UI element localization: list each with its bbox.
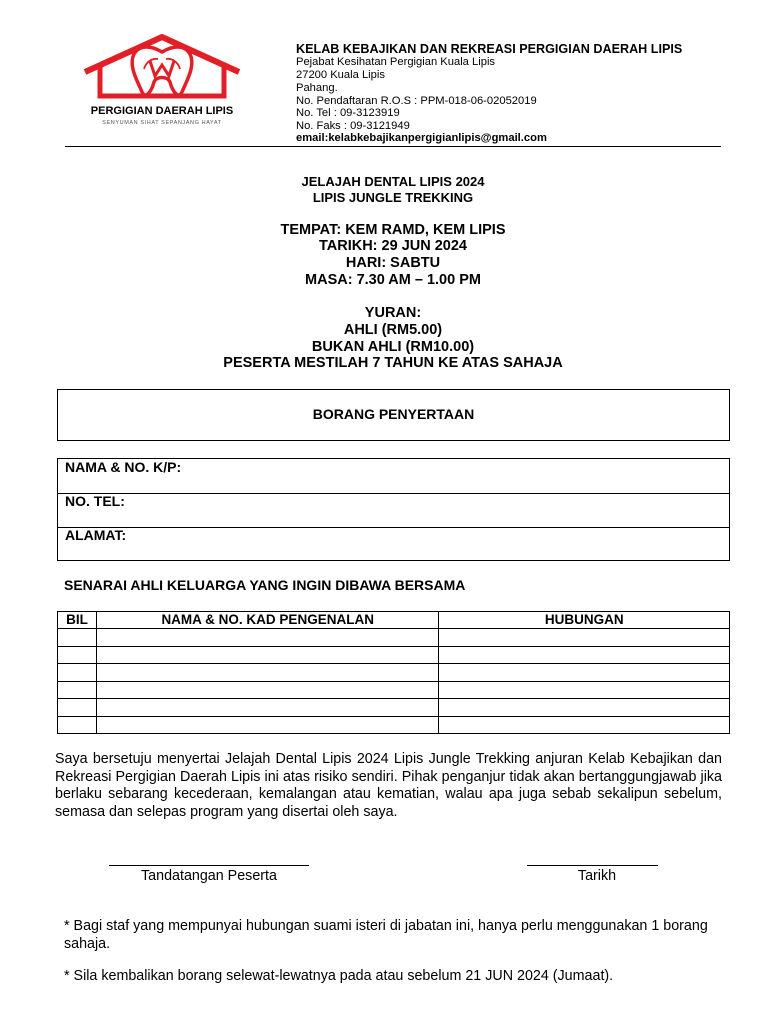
table-cell[interactable] xyxy=(439,699,730,717)
header-divider xyxy=(65,146,721,147)
fee-non-member: BUKAN AHLI (RM10.00) xyxy=(311,339,475,355)
table-row xyxy=(58,629,730,647)
form-title: BORANG PENYERTAAN xyxy=(312,406,475,422)
table-cell[interactable] xyxy=(96,629,438,647)
table-cell[interactable] xyxy=(439,681,730,699)
family-list-heading: SENARAI AHLI KELUARGA YANG INGIN DIBAWA BERSAMA xyxy=(64,577,466,593)
name-ic-row[interactable] xyxy=(58,459,729,493)
address-row[interactable] xyxy=(58,527,729,561)
family-table-header xyxy=(58,612,730,629)
participant-signature-label: Tandatangan Peserta xyxy=(141,868,277,884)
table-row xyxy=(58,716,730,734)
table-row xyxy=(58,699,730,717)
phone-label: NO. TEL: xyxy=(65,493,125,509)
table-cell[interactable] xyxy=(58,699,97,717)
table-cell[interactable] xyxy=(58,664,97,682)
registration-number: No. Pendaftaran R.O.S : PPM-018-06-02052019 xyxy=(296,95,537,107)
participant-info-table xyxy=(57,458,730,561)
table-cell[interactable] xyxy=(96,646,438,664)
table-cell[interactable] xyxy=(58,681,97,699)
email-address: email:kelabkebajikanpergigianlipis@gmail.com xyxy=(296,132,547,144)
event-subtitle: LIPIS JUNGLE TREKKING xyxy=(312,190,474,205)
address-line-1: Pejabat Kesihatan Pergigian Kuala Lipis xyxy=(296,56,496,68)
fax-number: No. Faks : 09-3121949 xyxy=(296,120,410,132)
age-requirement: PESERTA MESTILAH 7 TAHUN KE ATAS SAHAJA xyxy=(223,355,563,371)
fee-member: AHLI (RM5.00) xyxy=(343,322,443,338)
column-header-name-ic: NAMA & NO. KAD PENGENALAN xyxy=(96,612,438,629)
table-cell[interactable] xyxy=(96,681,438,699)
family-members-table xyxy=(57,611,730,734)
table-cell[interactable] xyxy=(439,646,730,664)
date-signature-line[interactable] xyxy=(527,865,658,866)
fees-heading: YURAN: xyxy=(364,305,422,321)
address-line-3: Pahang. xyxy=(296,82,338,94)
address-line-2: 27200 Kuala Lipis xyxy=(296,69,385,81)
table-cell[interactable] xyxy=(96,664,438,682)
table-cell[interactable] xyxy=(58,629,97,647)
table-row xyxy=(58,681,730,699)
table-cell[interactable] xyxy=(439,629,730,647)
consent-statement: Saya bersetuju menyertai Jelajah Dental Lipis 2024 Lipis Jungle Trekking anjuran Kelab Kebajikan dan Rekreasi Pergigian Daerah Lipis ini atas risiko sendiri. Pihak penganjur tidak akan bertanggungjawab jika berlaku sebarang kecederaan, kemalangan atau kematian, walau apa juga sebab sekalipun sebelum, semasa dan selepas program yang disertai oleh saya. xyxy=(55,751,722,820)
table-cell[interactable] xyxy=(96,716,438,734)
name-ic-label: NAMA & NO. K/P: xyxy=(65,459,182,475)
org-name: KELAB KEBAJIKAN DAN REKREASI PERGIGIAN DAERAH LIPIS xyxy=(296,42,683,56)
logo-tagline: SENYUMAN SIHAT SEPANJANG HAYAT xyxy=(102,120,222,126)
table-cell[interactable] xyxy=(96,699,438,717)
logo-text: PERGIGIAN DAERAH LIPIS xyxy=(90,105,234,117)
table-cell[interactable] xyxy=(439,716,730,734)
participant-signature-line[interactable] xyxy=(109,865,309,866)
event-title: JELAJAH DENTAL LIPIS 2024 xyxy=(301,174,485,189)
column-header-bil: BIL xyxy=(58,612,97,629)
table-cell[interactable] xyxy=(58,646,97,664)
event-date: TARIKH: 29 JUN 2024 xyxy=(318,238,467,254)
note-spouse-staff: * Bagi staf yang mempunyai hubungan suami isteri di jabatan ini, hanya perlu menggunakan 1 borang sahaja. xyxy=(64,918,708,952)
clinic-logo xyxy=(82,34,242,126)
event-venue: TEMPAT: KEM RAMD, KEM LIPIS xyxy=(280,222,506,238)
table-row xyxy=(58,646,730,664)
phone-row[interactable] xyxy=(58,493,729,527)
table-cell[interactable] xyxy=(439,664,730,682)
column-header-relationship: HUBUNGAN xyxy=(439,612,730,629)
address-label: ALAMAT: xyxy=(65,527,127,543)
note-return-deadline: * Sila kembalikan borang selewat-lewatnya pada atau sebelum 21 JUN 2024 (Jumaat). xyxy=(64,968,614,984)
table-row xyxy=(58,664,730,682)
table-cell[interactable] xyxy=(58,716,97,734)
event-time: MASA: 7.30 AM – 1.00 PM xyxy=(305,272,481,288)
date-signature-label: Tarikh xyxy=(577,868,617,884)
phone-number: No. Tel : 09-3123919 xyxy=(296,107,400,119)
event-day: HARI: SABTU xyxy=(345,255,441,271)
